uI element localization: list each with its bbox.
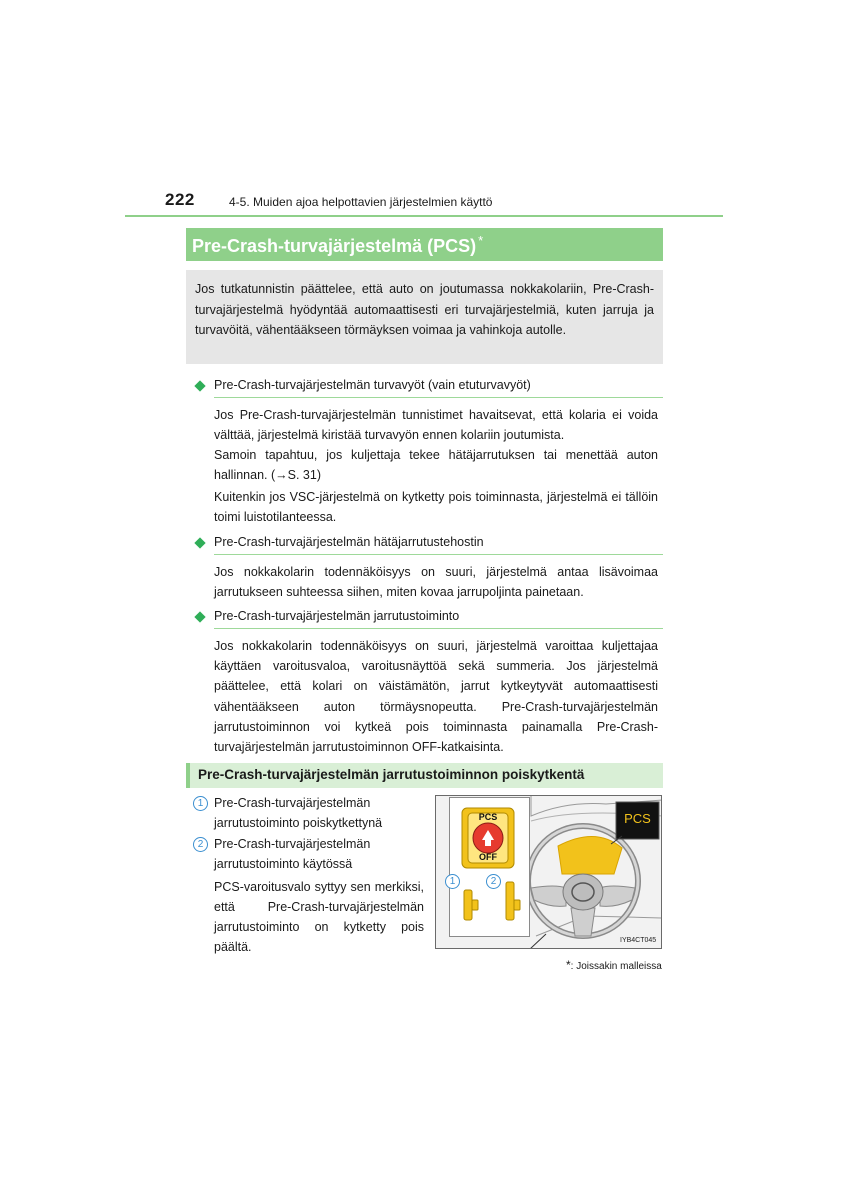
section-title-bar: [186, 228, 663, 261]
section-heading-brake-assist: [196, 535, 663, 555]
section-heading-label: Pre-Crash-turvajärjestelmän turvavyöt (vain etuturvavyöt): [214, 378, 531, 392]
callout-number-2: 2: [193, 837, 208, 852]
section-heading-label: Pre-Crash-turvajärjestelmän jarrutustoiminto: [214, 609, 460, 623]
diamond-bullet-icon: [194, 380, 205, 391]
section-heading-rule: [214, 554, 663, 555]
section-heading-braking: [196, 609, 663, 629]
section-heading-seatbelts: [196, 378, 663, 398]
section-title-text: Pre-Crash-turvajärjestelmä (PCS): [192, 236, 477, 256]
intro-text: Jos tutkatunnistin päättelee, että auto on joutumassa nokkakolariin, Pre-Crash-turvajärjestelmä hyödyntää automaattisesti eri turvajärjestelmiä, kuten jarruja ja turvavöitä, vähentääkseen törmäyksen voimaa ja vahinkoja autolle.: [195, 282, 654, 338]
list-item: Pre-Crash-turvajärjestelmän jarrutustoiminto käytössä: [214, 837, 371, 871]
section-heading-label: Pre-Crash-turvajärjestelmän hätäjarrutustehostin: [214, 535, 484, 549]
switch-section-heading: Pre-Crash-turvajärjestelmän jarrutustoiminnon poiskytkentä: [198, 767, 585, 782]
intro-box: [186, 270, 663, 364]
list-item: Pre-Crash-turvajärjestelmän jarrutustoiminto poiskytkettynä: [214, 796, 383, 830]
switch-label-pcs: PCS: [478, 812, 498, 822]
chapter-title: 4-5. Muiden ajoa helpottavien järjestelmien käyttö: [229, 195, 493, 209]
paragraph: Samoin tapahtuu, jos kuljettaja tekee hätäjarrutuksen tai menettää auton hallinnan. (→S. 31): [214, 448, 658, 483]
illustration-code: IYB4CT045: [620, 937, 657, 944]
diamond-bullet-icon: [194, 537, 205, 548]
paragraph: Jos nokkakolarin todennäköisyys on suuri, järjestelmä varoittaa kuljettajaa käyttäen varoitusvaloa, varoitusnäyttöä sekä summeria. Jos järjestelmä päättelee, että kolari on väistämätön, jarrut kytkeytyvät automaattisesti vähentääkseen auton törmäysnopeutta. Pre-Crash-turvajärjestelmän jarrutustoiminnon voi kytkeä pois toiminnasta painamalla Pre-Crash-turvajärjestelmän jarrutustoiminnon OFF-katkaisinta.: [214, 639, 658, 755]
section-title: [192, 233, 483, 257]
title-asterisk: *: [478, 233, 484, 248]
paragraph: Kuitenkin jos VSC-järjestelmä on kytketty pois toiminnasta, järjestelmä ei tällöin toimi luistotilanteessa.: [214, 490, 658, 525]
paragraph: Jos Pre-Crash-turvajärjestelmän tunnistimet havaitsevat, että kolaria ei voida välttää, järjestelmä kiristää turvavyön ennen kolariin joutumista.: [214, 408, 658, 443]
switch-section-heading-bar: [186, 763, 663, 788]
diamond-bullet-icon: [194, 611, 205, 622]
illustration-callout-1: 1: [445, 874, 460, 889]
switch-note: PCS-varoitusvalo syttyy sen merkiksi, että Pre-Crash-turvajärjestelmän jarrutustoiminto on kytketty pois päältä.: [214, 880, 424, 954]
illustration-callout-2: 2: [486, 874, 501, 889]
paragraph: Jos nokkakolarin todennäköisyys on suuri, järjestelmä antaa lisävoimaa jarrutukseen suhteessa siihen, miten kovaa jarrupoljinta painetaan.: [214, 565, 658, 600]
section-heading-rule: [214, 397, 663, 398]
section-heading-rule: [214, 628, 663, 629]
header-divider: [125, 215, 723, 217]
callout-number-1: 1: [193, 796, 208, 811]
pcs-indicator-text: PCS: [624, 811, 651, 826]
footnote-star: *: [566, 958, 571, 972]
page-number: 222: [165, 190, 195, 209]
switch-inset: [449, 797, 530, 937]
footnote-text: : Joissakin malleissa: [570, 961, 662, 972]
footnote: [566, 958, 662, 972]
switch-label-off: OFF: [479, 852, 497, 862]
